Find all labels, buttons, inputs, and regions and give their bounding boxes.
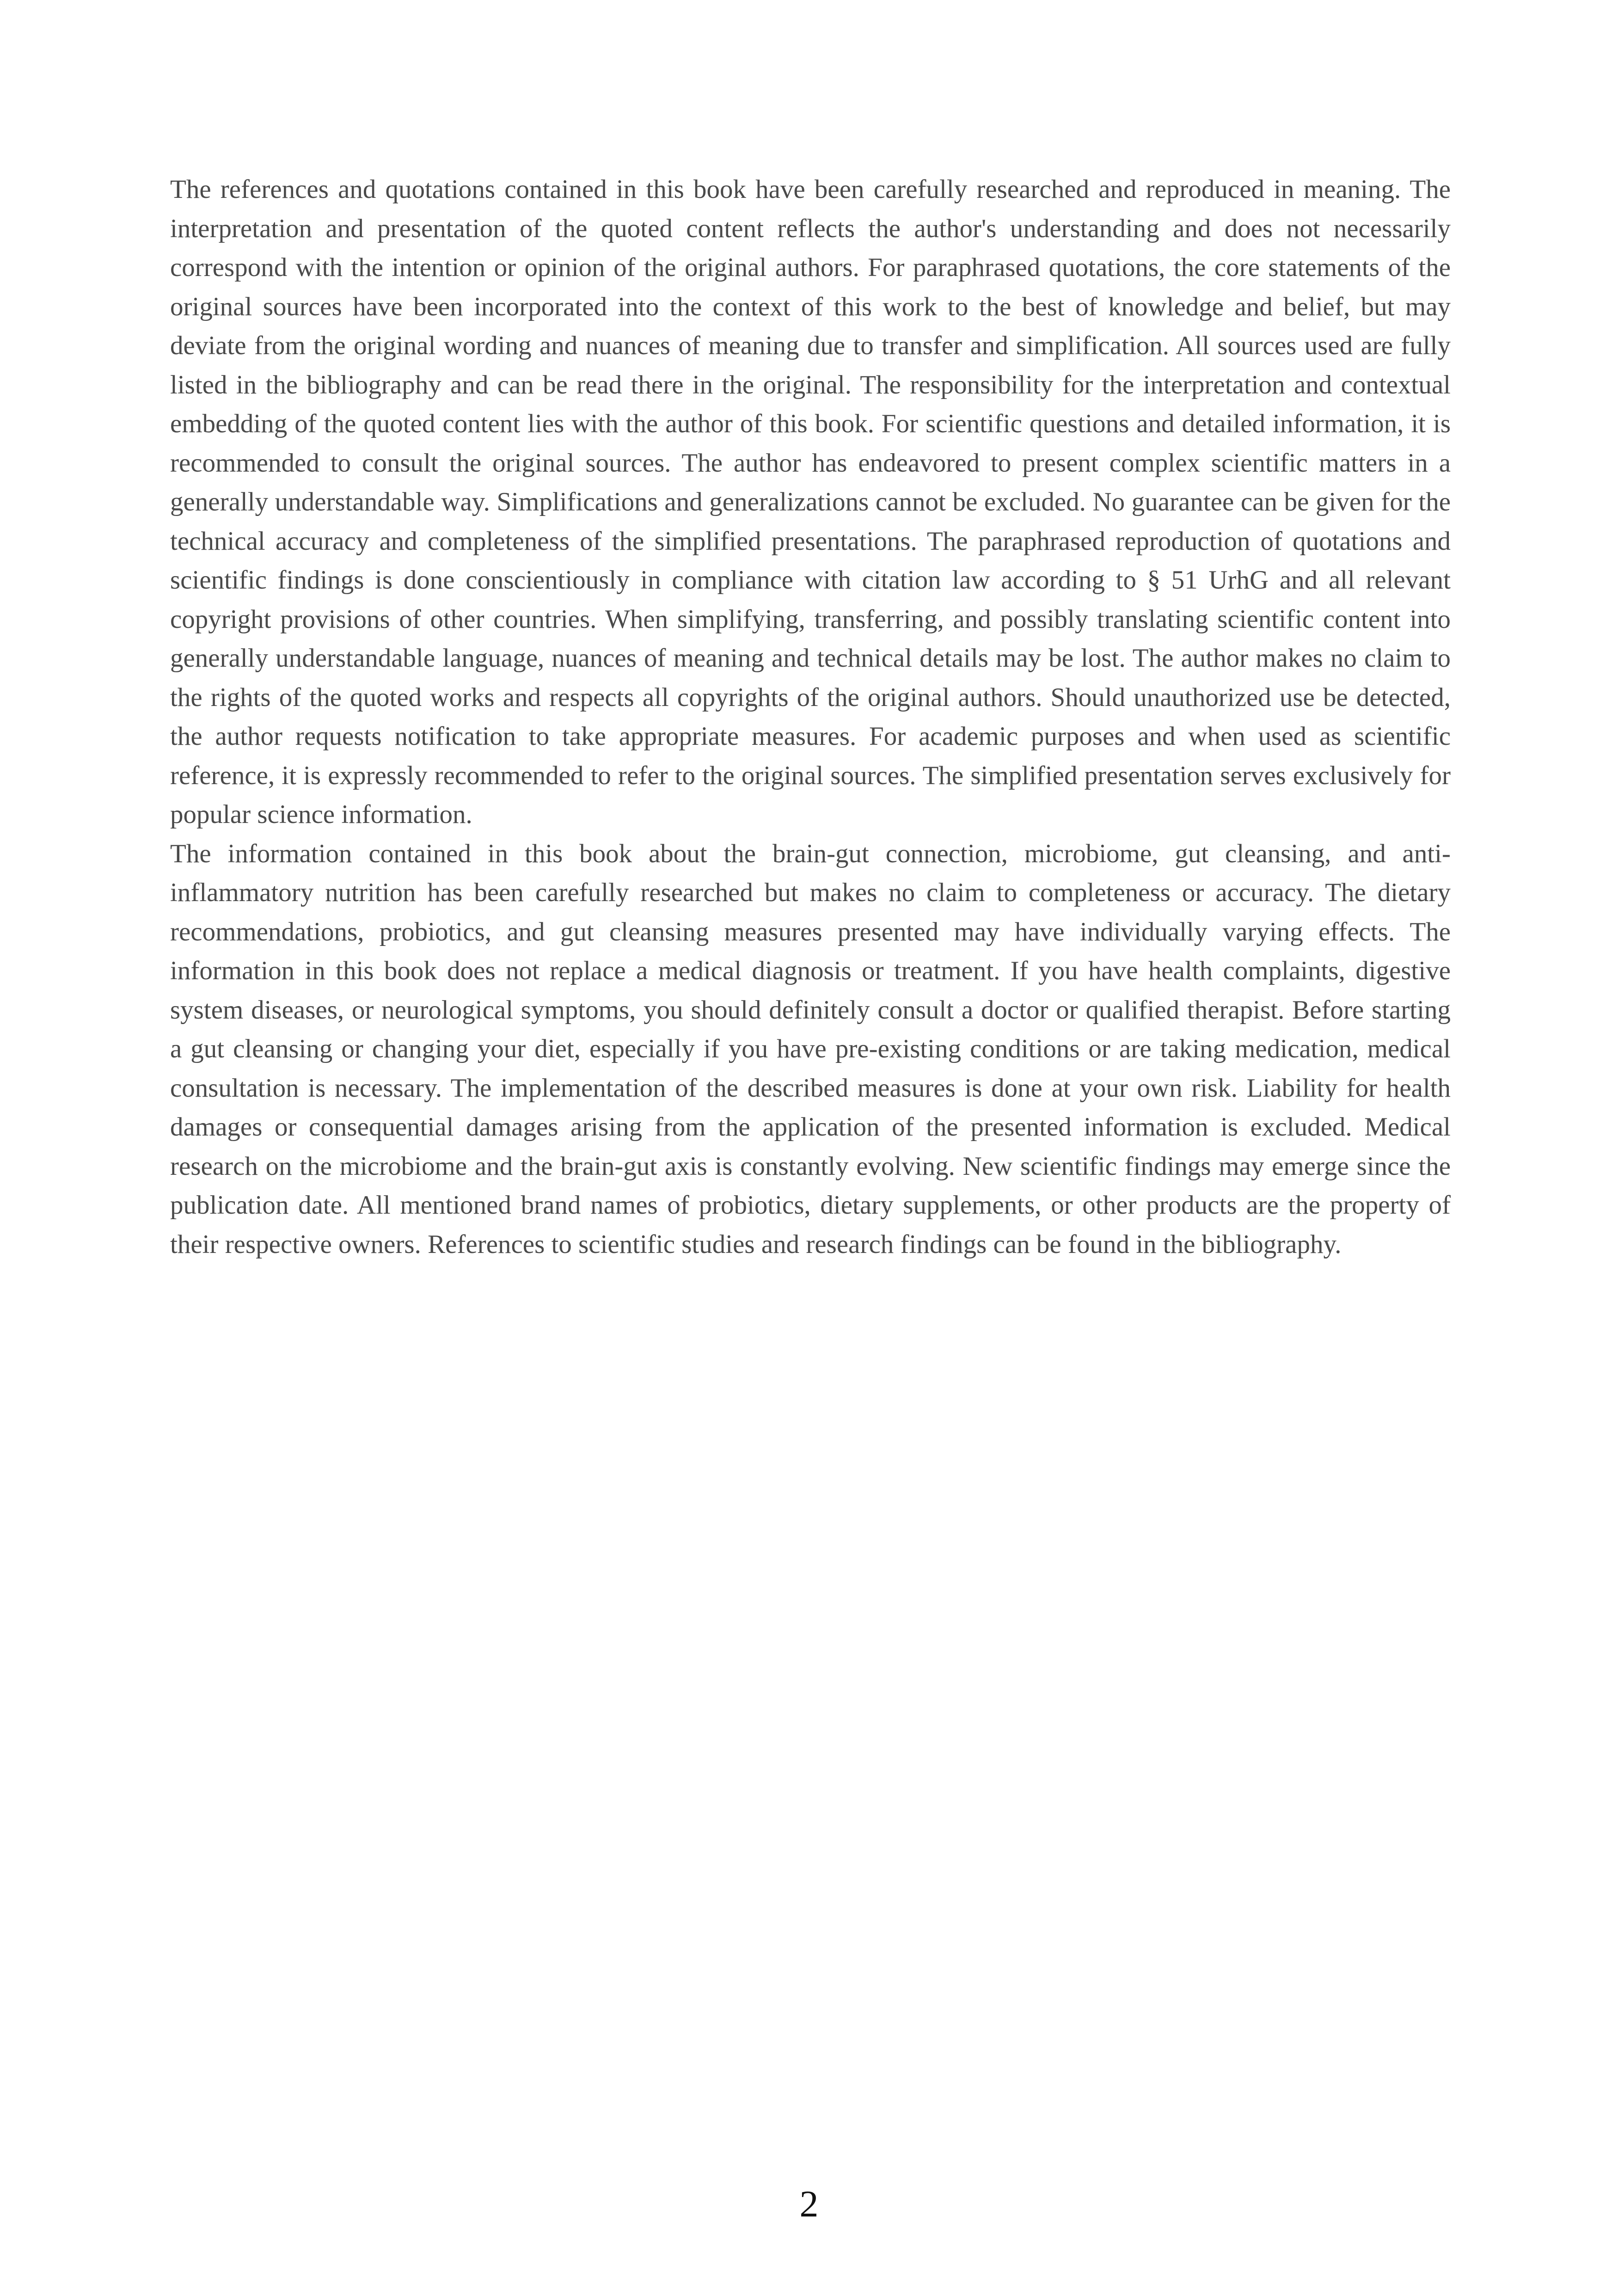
- page-number: 2: [799, 2183, 819, 2225]
- paragraph-medical-disclaimer: The information contained in this book about the brain-gut connection, microbiome, gut cleansing, and anti-inflammatory nutrition has been carefully researched but makes no claim to completeness or accuracy. The dietary recommendations, probiotics, and gut cleansing measures presented may have individually varying effects. The information in this book does not replace a medical diagnosis or treatment. If you have health complaints, digestive system diseases, or neurological symptoms, you should definitely consult a doctor or qualified therapist. Before starting a gut cleansing or changing your diet, especially if you have pre-existing conditions or are taking medication, medical consultation is necessary. The implementation of the described measures is done at your own risk. Liability for health damages or consequential damages arising from the application of the presented information is excluded. Medical research on the microbiome and the brain-gut axis is constantly evolving. New scientific findings may emerge since the publication date. All mentioned brand names of probiotics, dietary supplements, or other products are the property of their respective owners. References to scientific studies and research findings can be found in the bibliography.: [170, 839, 1451, 1259]
- disclaimer-text: [170, 170, 1451, 1264]
- paragraph-citation-disclaimer: The references and quotations contained in this book have been carefully researched and reproduced in meaning. The interpretation and presentation of the quoted content reflects the author's understanding and does not necessarily correspond with the intention or opinion of the original authors. For paraphrased quotations, the core statements of the original sources have been incorporated into the context of this work to the best of knowledge and belief, but may deviate from the original wording and nuances of meaning due to transfer and simplification. All sources used are fully listed in the bibliography and can be read there in the original. The responsibility for the interpretation and contextual embedding of the quoted content lies with the author of this book. For scientific questions and detailed information, it is recommended to consult the original sources. The author has endeavored to present complex scientific matters in a generally understandable way. Simplifications and generalizations cannot be excluded. No guarantee can be given for the technical accuracy and completeness of the simplified presentations. The paraphrased reproduction of quotations and scientific findings is done conscientiously in compliance with citation law according to § 51 UrhG and all relevant copyright provisions of other countries. When simplifying, transferring, and possibly translating scientific content into generally understandable language, nuances of meaning and technical details may be lost. The author makes no claim to the rights of the quoted works and respects all copyrights of the original authors. Should unauthorized use be detected, the author requests notification to take appropriate measures. For academic purposes and when used as scientific reference, it is expressly recommended to refer to the original sources. The simplified presentation serves exclusively for popular science information.: [170, 175, 1451, 829]
